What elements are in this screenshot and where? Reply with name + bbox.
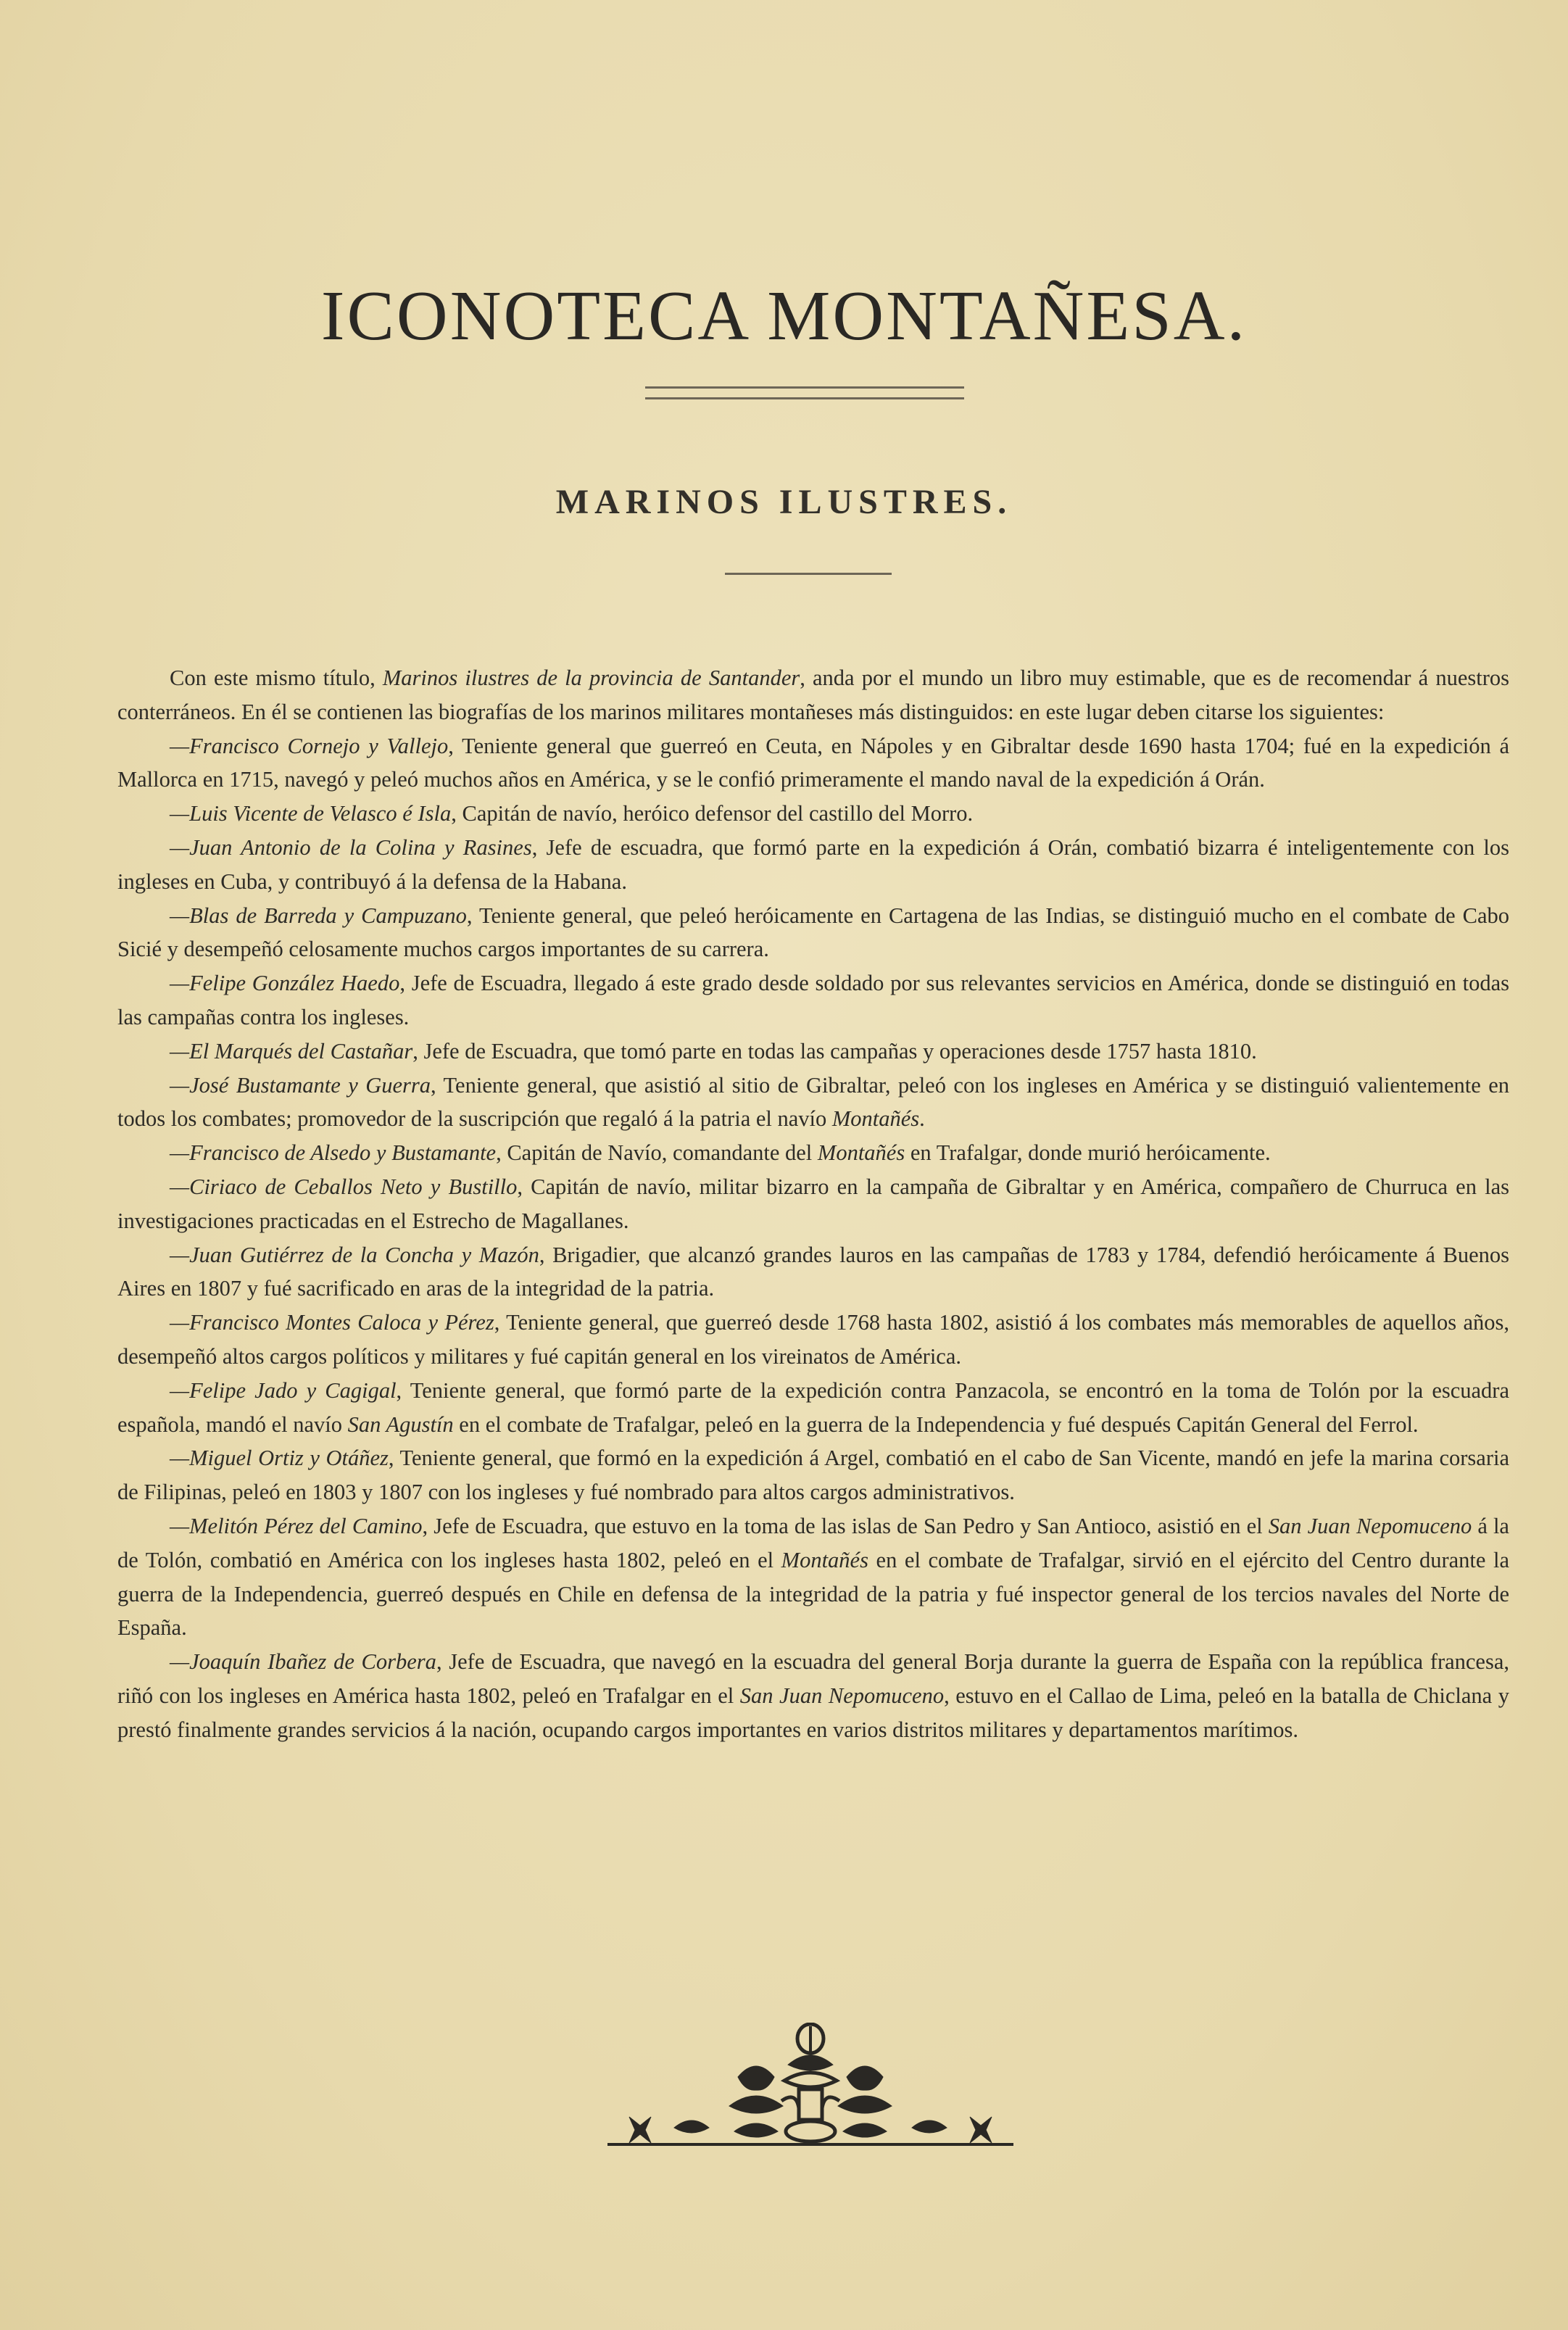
entry-text-tail: , estuvo en el Callao de Lima, peleó en la batalla de Chiclana y prestó finalmente grandes servicios á la nación, ocupando cargos importantes en varios distritos militares y departamentos marítimos.	[117, 1683, 1509, 1742]
sailor-name: —Blas de Barreda y Campuzano	[170, 903, 467, 928]
entry-text: , Jefe de Escuadra, que navegó en la escuadra del general Borja durante la guerra de España con la república francesa, riñó con los ingleses en América hasta 1802, peleó en Trafalgar en el	[117, 1649, 1509, 1708]
entry-text: , Teniente general, que peleó heróicamente en Cartagena de las Indias, se distinguió mucho en el combate de Cabo Sicié y desempeñó celosamente muchos cargos importantes de su carrera.	[117, 903, 1509, 962]
sailor-name: —Luis Vicente de Velasco é Isla	[170, 801, 452, 826]
sailor-name: —Francisco Montes Caloca y Pérez	[170, 1310, 494, 1335]
subtitle-rule	[725, 573, 892, 575]
ship-name: San Juan Nepomuceno	[739, 1683, 945, 1708]
entry-paragraph	[117, 1441, 1509, 1509]
entry-text-tail: en Trafalgar, donde murió heróicamente.	[905, 1140, 1271, 1166]
book-title: Marinos ilustres de la provincia de Santander	[382, 666, 800, 690]
entry-text-tail: en el combate de Trafalgar, peleó en la guerra de la Independencia y fué después Capitán General del Ferrol.	[453, 1411, 1419, 1437]
ship-name: Montañés	[817, 1140, 905, 1166]
entry-text: , Jefe de escuadra, que formó parte en la expedición á Orán, combatió bizarra é inteligentemente con los ingleses en Cuba, y contribuyó á la defensa de la Habana.	[117, 834, 1510, 894]
ship-name: Montañés	[781, 1547, 868, 1572]
entry-paragraph	[117, 831, 1509, 899]
entry-paragraph	[117, 1069, 1509, 1137]
sailor-name: —Felipe Jado y Cagigal	[170, 1377, 397, 1403]
ship-name: San Agustín	[347, 1411, 454, 1437]
entry-text: , Brigadier, que alcanzó grandes lauros en las campañas de 1783 y 1784, defendió heróicamente á Buenos Aires en 1807 y fué sacrificado en aras de la integridad de la patria.	[117, 1242, 1509, 1301]
title-double-rule	[645, 386, 964, 399]
entry-text: , Capitán de navío, heróico defensor del castillo del Morro.	[451, 801, 974, 826]
sailor-name: —Francisco de Alsedo y Bustamante	[170, 1140, 497, 1166]
entry-paragraph	[117, 729, 1509, 797]
entry-paragraph	[117, 966, 1509, 1035]
entry-paragraph	[117, 1238, 1509, 1306]
entry-text: , Teniente general que guerreó en Ceuta, en Nápoles y en Gibraltar desde 1690 hasta 1704; fué en la expedición á Mallorca en 1715, navegó y peleó muchos años en América, y se le confió primeramente el mando naval de la expedición á Orán.	[117, 733, 1510, 792]
entry-text: , Jefe de Escuadra, que estuvo en la toma de las islas de San Pedro y San Antioco, asistió en el	[422, 1513, 1269, 1538]
entry-text-tail: á la de Tolón, combatió en América con los ingleses hasta 1802, peleó en el	[117, 1513, 1509, 1572]
intro-text-0: Con este mismo título,	[170, 666, 383, 690]
sailor-name: —Ciriaco de Ceballos Neto y Bustillo	[170, 1174, 518, 1199]
sailor-name: —Juan Antonio de la Colina y Rasines	[170, 834, 532, 860]
sailor-name: —Joaquín Ibañez de Corbera	[170, 1649, 436, 1675]
page-title: ICONOTECA MONTAÑESA.	[320, 277, 1248, 355]
intro-text-1: , anda por el mundo un libro muy estimable, que es de recomendar á nuestros conterráneos. En él se contienen las biografías de los marinos militares montañeses más distinguidos: en este lugar deben citarse los siguientes:	[117, 666, 1509, 724]
entry-text: , Jefe de Escuadra, que tomó parte en todas las campañas y operaciones desde 1757 hasta 1810.	[412, 1038, 1257, 1064]
entry-paragraph	[117, 1136, 1509, 1170]
sailor-name: —El Marqués del Castañar	[170, 1038, 413, 1064]
entry-paragraph	[117, 797, 1509, 831]
sailor-name: —José Bustamante y Guerra	[170, 1072, 431, 1098]
sailor-name: —Francisco Cornejo y Vallejo	[170, 733, 449, 758]
entry-text: , Teniente general, que formó parte de la expedición contra Panzacola, se encontró en la toma de Tolón por la escuadra española, mandó el navío	[117, 1377, 1510, 1437]
section-subtitle: MARINOS ILUSTRES.	[555, 483, 1013, 521]
entry-text: , Teniente general, que asistió al sitio de Gibraltar, peleó con los ingleses en América y se distinguió valientemente en todos los combates; promovedor de la suscripción que regaló á la patria el navío	[117, 1072, 1509, 1132]
ship-name: Montañés	[831, 1106, 920, 1132]
entry-paragraph	[117, 1170, 1509, 1238]
body-text	[117, 661, 1509, 1747]
sailor-name: —Felipe González Haedo	[170, 971, 400, 996]
entry-paragraph	[117, 899, 1509, 967]
entry-paragraph	[117, 1509, 1509, 1645]
entry-paragraph	[117, 1374, 1509, 1442]
entry-paragraph	[117, 1645, 1509, 1746]
entry-text: , Jefe de Escuadra, llegado á este grado desde soldado por sus relevantes servicios en América, donde se distinguió en todas las campañas contra los ingleses.	[117, 971, 1509, 1029]
sailor-name: —Juan Gutiérrez de la Concha y Mazón	[170, 1242, 539, 1267]
ship-name: San Juan Nepomuceno	[1268, 1513, 1472, 1538]
entry-text: , Capitán de Navío, comandante del	[496, 1140, 818, 1166]
entry-text-tail: .	[919, 1106, 925, 1132]
intro-paragraph	[117, 661, 1509, 729]
floral-vignette-icon	[607, 2023, 1013, 2149]
entry-text: , Teniente general, que guerreó desde 1768 hasta 1802, asistió á los combates más memorables de aquellos años, desempeñó altos cargos políticos y militares y fué capitán general en los vireinatos de América.	[117, 1310, 1509, 1369]
sailor-name: —Melitón Pérez del Camino	[170, 1513, 423, 1538]
entry-paragraph	[117, 1035, 1509, 1069]
entry-paragraph	[117, 1306, 1509, 1374]
entry-text: , Capitán de navío, militar bizarro en la campaña de Gibraltar y en América, compañero de Churruca en las investigaciones practicadas en el Estrecho de Magallanes.	[117, 1174, 1509, 1233]
entry-text: , Teniente general, que formó en la expedición á Argel, combatió en el cabo de San Vicente, mandó en jefe la marina corsaria de Filipinas, peleó en 1803 y 1807 con los ingleses y fué nombrado para altos cargos administrativos.	[117, 1446, 1509, 1505]
sailor-name: —Miguel Ortiz y Otáñez	[170, 1446, 389, 1471]
entry-text-tail: en el combate de Trafalgar, sirvió en el ejército del Centro durante la guerra de la Independencia, guerreó después en Chile en defensa de la integridad de la patria y fué inspector general de los tercios navales del Norte de España.	[117, 1547, 1509, 1641]
